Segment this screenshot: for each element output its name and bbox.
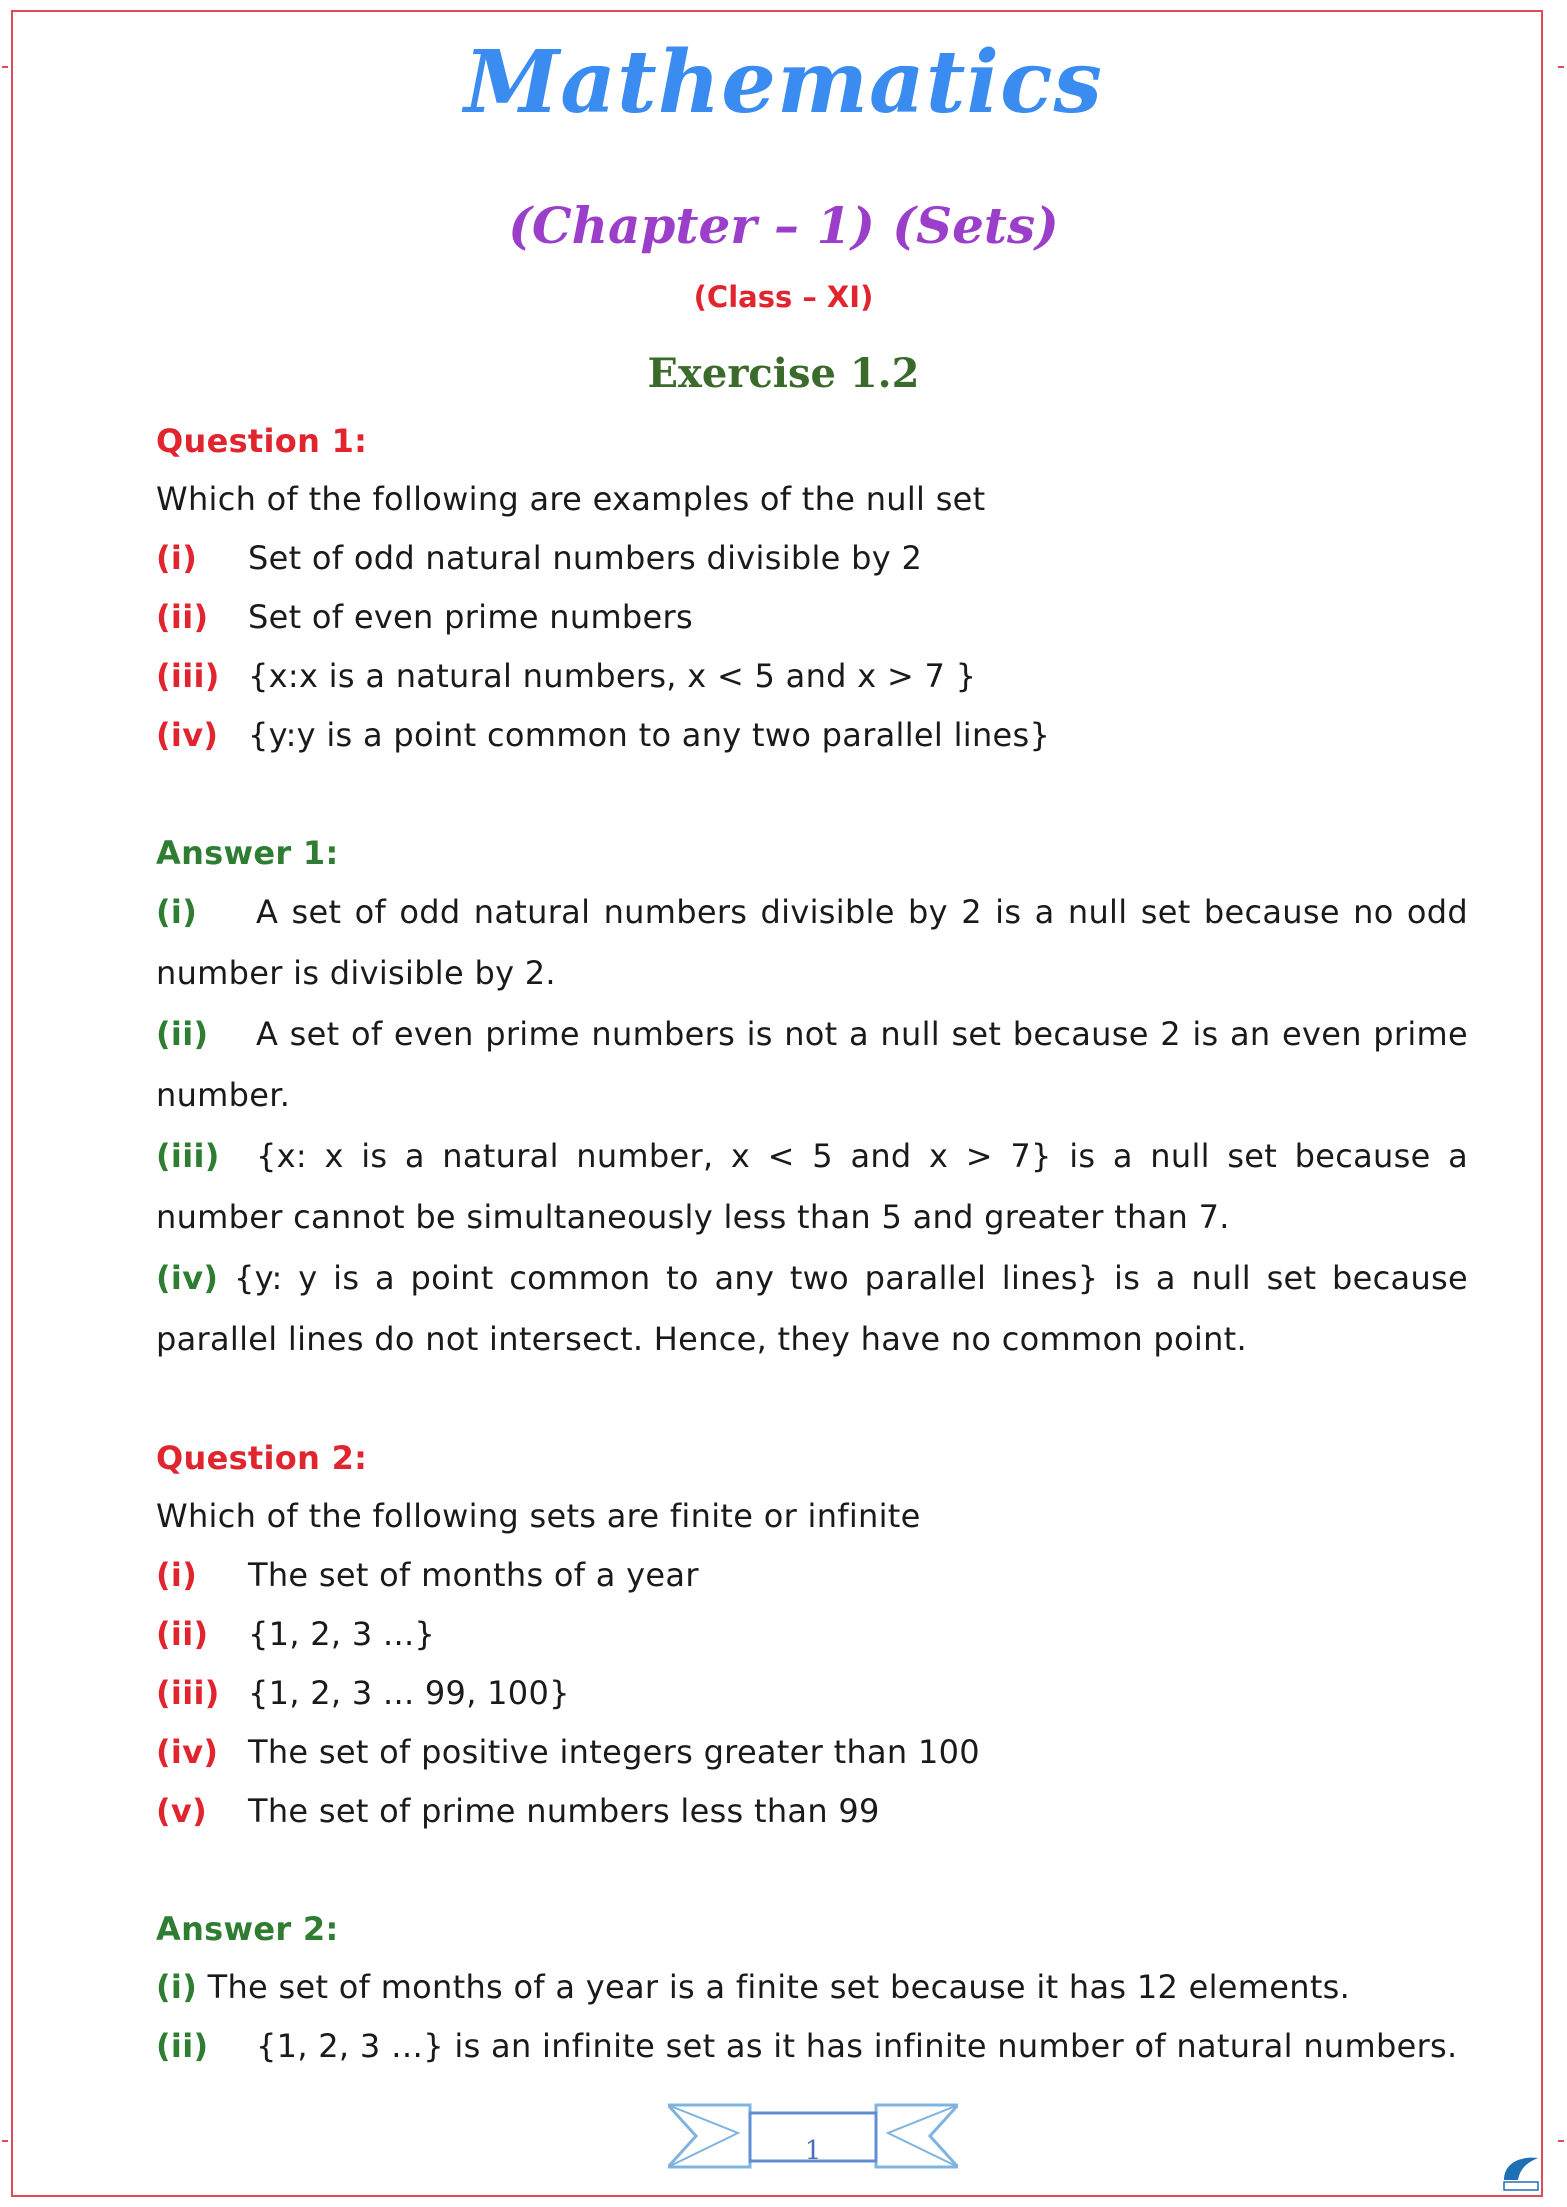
answer-paragraph [156, 882, 1468, 1004]
item-number: (iii) [156, 1674, 220, 1712]
list-item [156, 706, 1468, 765]
question-2-prompt: Which of the following sets are finite or infinite [156, 1497, 921, 1535]
margin-tick [1558, 2140, 1564, 2142]
list-item [156, 1605, 1468, 1664]
item-number: (ii) [156, 598, 209, 636]
publisher-logo-icon [1498, 2150, 1544, 2196]
item-number: (iii) [156, 657, 220, 695]
item-text: A set of even prime numbers is not a null set because 2 is an even prime number. [156, 1015, 1468, 1114]
item-number: (ii) [156, 1015, 209, 1053]
item-number: (iv) [156, 1733, 219, 1771]
item-number: (ii) [156, 2027, 209, 2065]
item-number: (v) [156, 1792, 208, 1830]
page-content [156, 412, 1468, 2076]
item-text: {y: y is a point common to any two parallel lines} is a null set because parallel lines do not intersect. Hence, they have no common point. [156, 1259, 1468, 1358]
item-number: (i) [156, 539, 198, 577]
item-text: {1, 2, 3 ... 99, 100} [248, 1674, 570, 1712]
answer-paragraph [156, 1126, 1468, 1248]
question-1-prompt: Which of the following are examples of the null set [156, 480, 986, 518]
answer-2-heading: Answer 2: [156, 1910, 339, 1948]
item-number: (ii) [156, 1615, 209, 1653]
question-1-heading: Question 1: [156, 422, 368, 460]
item-text: The set of months of a year [248, 1556, 699, 1594]
item-text: {1, 2, 3 ...} [248, 1615, 436, 1653]
item-text: The set of positive integers greater than 100 [248, 1733, 980, 1771]
item-text: Set of odd natural numbers divisible by 2 [248, 539, 923, 577]
answer-line [156, 2017, 1468, 2076]
class-label: (Class – XI) [693, 280, 874, 314]
list-item [156, 1723, 1468, 1782]
item-text: Set of even prime numbers [248, 598, 693, 636]
answer-paragraph [156, 1004, 1468, 1126]
list-item [156, 1664, 1468, 1723]
answer-1-heading: Answer 1: [156, 834, 339, 872]
page-number: 1 [804, 2136, 822, 2166]
answer-paragraph [156, 1248, 1468, 1370]
item-text: The set of prime numbers less than 99 [248, 1792, 880, 1830]
item-number: (i) [156, 1968, 198, 2006]
chapter-heading: (Chapter – 1) (Sets) [508, 196, 1059, 255]
answer-line [156, 1958, 1468, 2017]
item-text: {y:y is a point common to any two parallel lines} [248, 716, 1051, 754]
item-number: (iv) [156, 1259, 219, 1297]
margin-tick [2, 2140, 8, 2142]
item-number: (i) [156, 1556, 198, 1594]
item-number: (iii) [156, 1137, 220, 1175]
item-text: {x:x is a natural numbers, x < 5 and x > 7 } [248, 657, 977, 695]
list-item [156, 647, 1468, 706]
list-item [156, 588, 1468, 647]
item-text: {1, 2, 3 …} is an infinite set as it has infinite number of natural numbers. [256, 2027, 1458, 2065]
item-number: (iv) [156, 716, 219, 754]
item-number: (i) [156, 893, 198, 931]
item-text: {x: x is a natural number, x < 5 and x > 7} is a null set because a number cannot be simultaneously less than 5 and greater than 7. [156, 1137, 1468, 1236]
list-item [156, 1546, 1468, 1605]
item-text: The set of months of a year is a finite set because it has 12 elements. [207, 1968, 1351, 2006]
document-title: Mathematics [464, 32, 1103, 133]
question-2-heading: Question 2: [156, 1439, 368, 1477]
exercise-heading: Exercise 1.2 [647, 350, 920, 397]
item-text: A set of odd natural numbers divisible by 2 is a null set because no odd number is divisible by 2. [156, 893, 1468, 992]
list-item [156, 529, 1468, 588]
list-item [156, 1782, 1468, 1841]
